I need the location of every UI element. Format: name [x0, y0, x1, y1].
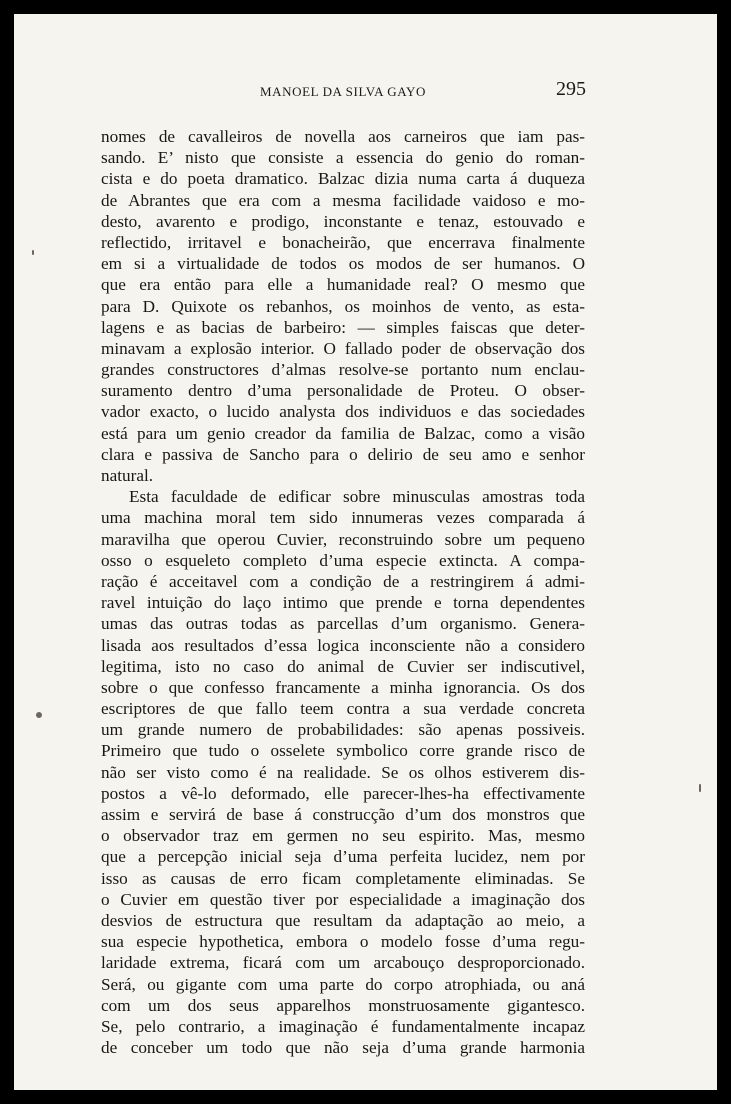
text-line: lagens e as bacias de barbeiro: — simples faiscas que deter- [101, 317, 585, 337]
text-line: maravilha que operou Cuvier, reconstruindo sobre um pequeno [101, 529, 585, 549]
text-line: lisada aos resultados d’essa logica inconsciente não a considero [101, 635, 585, 655]
text-line: suramento dentro d’uma personalidade de Proteu. O obser- [101, 381, 585, 401]
text-line: cista e do poeta dramatico. Balzac dizia numa carta á duqueza [101, 169, 585, 189]
text-line: um grande numero de probabilidades: são apenas possiveis. [101, 720, 585, 740]
text-line: com um dos seus apparelhos monstruosamente gigantesco. [101, 995, 585, 1015]
text-line: para D. Quixote os rebanhos, os moinhos de vento, as esta- [101, 296, 585, 316]
text-line: postos a vê-lo deformado, elle parecer-lhes-ha effectivamente [101, 783, 585, 803]
book-page [14, 14, 717, 1090]
text-line: sobre o que confesso francamente a minha ignorancia. Os dos [101, 677, 585, 697]
text-line: não ser visto como é na realidade. Se os olhos estiverem dis- [101, 762, 585, 782]
text-line: está para um genio creador da familia de Balzac, como a visão [101, 423, 585, 443]
body-text [101, 126, 585, 1058]
text-line: ravel intuição do laço intimo que prende e torna dependentes [101, 593, 585, 613]
text-line: laridade extrema, ficará com um arcabouço desproporcionado. [101, 953, 585, 973]
paper-speck [36, 712, 42, 718]
text-line: de conceber um todo que não seja d’uma grande harmonia [101, 1038, 585, 1058]
text-line: nomes de cavalleiros de novella aos carneiros que iam pas- [101, 127, 585, 146]
text-line: em si a virtualidade de todos os modos de ser humanos. O [101, 254, 585, 274]
text-line: Se, pelo contrario, a imaginação é fundamentalmente incapaz [101, 1016, 585, 1036]
text-line: uma machina moral tem sido innumeras vezes comparada á [101, 508, 585, 528]
text-line: que era então para elle a humanidade real? O mesmo que [101, 275, 585, 295]
text-line: desto, avarento e prodigo, inconstante e tenaz, estouvado e [101, 211, 585, 231]
text-line: legitima, isto no caso do animal de Cuvier ser indiscutivel, [101, 656, 585, 676]
text-line: sua especie hypothetica, embora o modelo fosse d’uma regu- [101, 932, 585, 952]
text-line: assim e servirá de base á construcção d’um dos monstros que [101, 805, 585, 824]
text-line: escriptores de que fallo teem contra a sua verdade concreta [101, 699, 585, 719]
text-line: reflectido, irritavel e bonacheirão, que encerrava finalmente [101, 232, 585, 252]
text-line: o observador traz em germen no seu espirito. Mas, mesmo [101, 826, 585, 846]
text-line: o Cuvier em questão tiver por especialidade a imaginação dos [101, 889, 585, 909]
text-line: Primeiro que tudo o osselete symbolico corre grande risco de [101, 741, 585, 761]
text-line: osso o esqueleto completo d’uma especie extincta. A compa- [101, 550, 585, 570]
text-line: Será, ou gigante com uma parte do corpo atrophiada, ou aná [101, 974, 585, 994]
paper-speck [32, 250, 34, 255]
paper-speck [699, 784, 701, 792]
page-number: 295 [556, 78, 586, 100]
text-line: que a percepção inicial seja d’uma perfeita lucidez, nem por [101, 847, 585, 867]
text-line: clara e passiva de Sancho para o delirio de seu amo e senhor [101, 444, 585, 464]
running-title: MANOEL DA SILVA GAYO [260, 84, 426, 99]
text-line: desvios de estructura que resultam da adaptação ao meio, a [101, 910, 585, 930]
text-line: Esta faculdade de edificar sobre minusculas amostras toda [129, 487, 585, 507]
text-line: vador exacto, o lucido analysta dos individuos e das sociedades [101, 402, 585, 422]
text-line: natural. [101, 466, 154, 485]
text-line: de Abrantes que era com a mesma facilidade vaidoso e mo- [101, 190, 585, 210]
text-line: umas das outras todas as parcellas d’um organismo. Genera- [101, 614, 585, 634]
text-line: sando. E’ nisto que consiste a essencia do genio do roman- [101, 148, 585, 168]
running-head [110, 78, 586, 108]
text-line: ração é acceitavel com a condição de a restringirem á admi- [101, 571, 585, 591]
text-line: minavam a explosão interior. O fallado poder de observação dos [101, 338, 585, 358]
text-line: isso as causas de erro ficam completamente eliminadas. Se [101, 868, 585, 888]
text-line: grandes constructores d’almas resolve-se portanto num enclau- [101, 360, 585, 380]
